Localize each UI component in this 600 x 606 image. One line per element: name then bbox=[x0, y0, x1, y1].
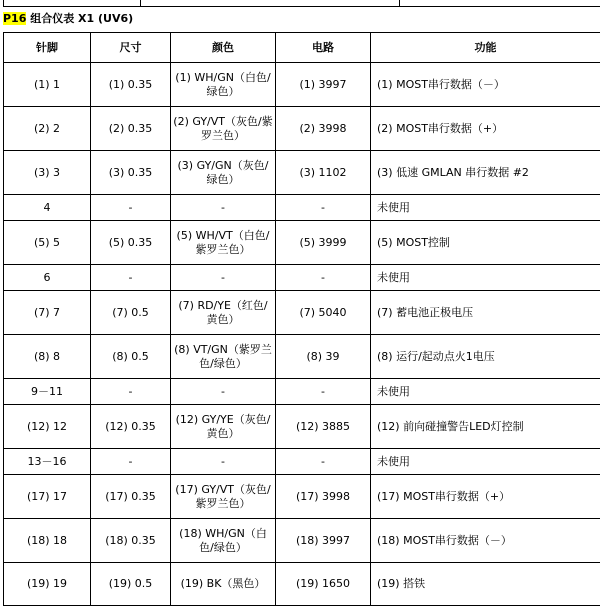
cell-pin: (7) 7 bbox=[4, 291, 91, 335]
cell-pin: 13－16 bbox=[4, 449, 91, 475]
header-function: 功能 bbox=[371, 33, 600, 63]
cell-circuit: (8) 39 bbox=[276, 335, 371, 379]
cell-circuit: (3) 1102 bbox=[276, 151, 371, 195]
connector-pin-table bbox=[3, 32, 600, 606]
table-row bbox=[4, 335, 600, 379]
header-color: 颜色 bbox=[171, 33, 276, 63]
cell-size: (8) 0.5 bbox=[91, 335, 171, 379]
cell-color: - bbox=[171, 265, 276, 291]
cell-function: 未使用 bbox=[371, 195, 600, 221]
cell-function: (18) MOST串行数据（－） bbox=[371, 519, 600, 563]
header-pin: 针脚 bbox=[4, 33, 91, 63]
cell-pin: (1) 1 bbox=[4, 63, 91, 107]
cell-pin: 9－11 bbox=[4, 379, 91, 405]
table-row bbox=[4, 519, 600, 563]
cell-function: 未使用 bbox=[371, 265, 600, 291]
table-header-row bbox=[4, 33, 600, 63]
table-row bbox=[4, 405, 600, 449]
cell-size: (17) 0.35 bbox=[91, 475, 171, 519]
cell-size: (7) 0.5 bbox=[91, 291, 171, 335]
table-row bbox=[4, 195, 600, 221]
cell-size: (18) 0.35 bbox=[91, 519, 171, 563]
table-row bbox=[4, 107, 600, 151]
cell-circuit: - bbox=[276, 449, 371, 475]
cell-function: (1) MOST串行数据（－） bbox=[371, 63, 600, 107]
cell-size: - bbox=[91, 265, 171, 291]
cell-function: (3) 低速 GMLAN 串行数据 #2 bbox=[371, 151, 600, 195]
cell-circuit: (7) 5040 bbox=[276, 291, 371, 335]
cell-function: 未使用 bbox=[371, 449, 600, 475]
cell-color: (17) GY/VT（灰色/紫罗兰色） bbox=[171, 475, 276, 519]
section-heading bbox=[3, 12, 133, 26]
section-code: P16 bbox=[3, 12, 26, 25]
cell-function: (5) MOST控制 bbox=[371, 221, 600, 265]
cell-color: (3) GY/GN（灰色/绿色） bbox=[171, 151, 276, 195]
header-size: 尺寸 bbox=[91, 33, 171, 63]
table-row bbox=[4, 449, 600, 475]
cell-color: (18) WH/GN（白色/绿色） bbox=[171, 519, 276, 563]
cell-pin: (2) 2 bbox=[4, 107, 91, 151]
cell-circuit: (12) 3885 bbox=[276, 405, 371, 449]
section-title: 组合仪表 X1 (UV6) bbox=[30, 12, 133, 25]
cell-circuit: (19) 1650 bbox=[276, 563, 371, 606]
cell-color: (12) GY/YE（灰色/黄色） bbox=[171, 405, 276, 449]
cell-size: - bbox=[91, 449, 171, 475]
cell-color: - bbox=[171, 379, 276, 405]
cell-color: (7) RD/YE（红色/黄色） bbox=[171, 291, 276, 335]
cell-size: (19) 0.5 bbox=[91, 563, 171, 606]
cell-pin: (3) 3 bbox=[4, 151, 91, 195]
cell-size: (5) 0.35 bbox=[91, 221, 171, 265]
cell-color: (1) WH/GN（白色/绿色） bbox=[171, 63, 276, 107]
header-circuit: 电路 bbox=[276, 33, 371, 63]
cell-pin: 6 bbox=[4, 265, 91, 291]
cell-function: (12) 前向碰撞警告LED灯控制 bbox=[371, 405, 600, 449]
cell-size: (3) 0.35 bbox=[91, 151, 171, 195]
cell-circuit: (5) 3999 bbox=[276, 221, 371, 265]
cell-function: (8) 运行/起动点火1电压 bbox=[371, 335, 600, 379]
cell-function: (17) MOST串行数据（+） bbox=[371, 475, 600, 519]
cell-pin: (12) 12 bbox=[4, 405, 91, 449]
table-row bbox=[4, 221, 600, 265]
table-row bbox=[4, 265, 600, 291]
table-row bbox=[4, 291, 600, 335]
cell-pin: (8) 8 bbox=[4, 335, 91, 379]
cell-color: - bbox=[171, 195, 276, 221]
cell-circuit: (17) 3998 bbox=[276, 475, 371, 519]
cell-circuit: - bbox=[276, 379, 371, 405]
table-row bbox=[4, 379, 600, 405]
cell-circuit: (2) 3998 bbox=[276, 107, 371, 151]
table-row bbox=[4, 563, 600, 606]
cell-pin: (19) 19 bbox=[4, 563, 91, 606]
cell-pin: (18) 18 bbox=[4, 519, 91, 563]
cell-size: (12) 0.35 bbox=[91, 405, 171, 449]
table-row bbox=[4, 151, 600, 195]
cell-color: (5) WH/VT（白色/紫罗兰色） bbox=[171, 221, 276, 265]
cell-function: (7) 蓄电池正极电压 bbox=[371, 291, 600, 335]
cell-color: (8) VT/GN（紫罗兰色/绿色） bbox=[171, 335, 276, 379]
table-row bbox=[4, 475, 600, 519]
cell-size: (1) 0.35 bbox=[91, 63, 171, 107]
cell-color: - bbox=[171, 449, 276, 475]
previous-table-bottom-edge bbox=[0, 0, 600, 7]
cell-color: (2) GY/VT（灰色/紫罗兰色） bbox=[171, 107, 276, 151]
cell-circuit: (1) 3997 bbox=[276, 63, 371, 107]
table-row bbox=[4, 63, 600, 107]
cell-circuit: - bbox=[276, 195, 371, 221]
cell-circuit: - bbox=[276, 265, 371, 291]
cell-pin: (17) 17 bbox=[4, 475, 91, 519]
cell-circuit: (18) 3997 bbox=[276, 519, 371, 563]
cell-color: (19) BK（黑色） bbox=[171, 563, 276, 606]
cell-function: (2) MOST串行数据（+） bbox=[371, 107, 600, 151]
cell-size: - bbox=[91, 195, 171, 221]
cell-function: 未使用 bbox=[371, 379, 600, 405]
cell-function: (19) 搭铁 bbox=[371, 563, 600, 606]
cell-pin: 4 bbox=[4, 195, 91, 221]
cell-pin: (5) 5 bbox=[4, 221, 91, 265]
cell-size: - bbox=[91, 379, 171, 405]
cell-size: (2) 0.35 bbox=[91, 107, 171, 151]
